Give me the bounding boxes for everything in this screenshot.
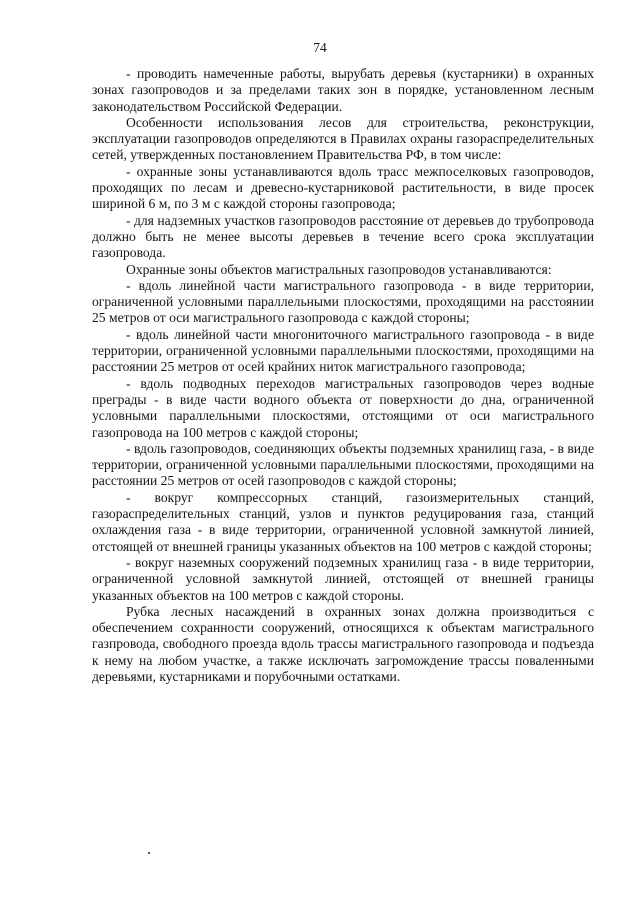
paragraph-work-clearing: - проводить намеченные работы, вырубать деревья (кустарники) в охранных зонах газопроводов и за пределами таких зон в порядке, установленном лесным законодательством Российской Федерации. <box>92 66 594 114</box>
paragraph-storage-surface-facilities: - вокруг наземных сооружений подземных хранилищ газа - в виде территории, ограниченной условной замкнутой линией, отстоящей от внешней границы указанных объектов на 100 метров с каждой стороны. <box>92 554 594 603</box>
paragraph-forest-use-rules: Особенности использования лесов для строительства, реконструкции, эксплуатации газопроводов определяются в Правилах охраны газораспределительных сетей, утвержденных постановлением Правительства РФ, в том числе: <box>92 114 594 163</box>
document-body <box>92 66 594 685</box>
scan-speck <box>148 852 150 854</box>
paragraph-aboveground-sections: - для надземных участков газопроводов расстояние от деревьев до трубопровода должно быть не менее высоты деревьев в течение всего срока эксплуатации газопровода. <box>92 212 594 261</box>
paragraph-underwater-crossings: - вдоль подводных переходов магистральных газопроводов через водные преграды - в виде части водного объекта от поверхности до дна, ограниченной условными параллельными плоскостями, отстоящими от оси магистрального газопровода на 100 метров с каждой стороны; <box>92 375 594 440</box>
page-number: 74 <box>313 40 327 55</box>
paragraph-linear-part: - вдоль линейной части магистрального газопровода - в виде территории, ограниченной условными параллельными плоскостями, проходящими на расстоянии 25 метров от оси магистрального газопровода с каждой стороны; <box>92 277 594 326</box>
paragraph-interstate-pipeline-zones: - охранные зоны устанавливаются вдоль трасс межпоселковых газопроводов, проходящих по лесам и древесно-кустарниковой растительности, в виде просек шириной 6 м, по 3 м с каждой стороны газопровода; <box>92 163 594 212</box>
paragraph-compressor-stations: - вокруг компрессорных станций, газоизмерительных станций, газораспределительных станций, узлов и пунктов редуцирования газа, станций охлаждения газа - в виде территории, ограниченной условной замкнутой линией, отстоящей от внешней границы указанных объектов на 100 метров с каждой стороны; <box>92 489 594 554</box>
paragraph-multithread-linear-part: - вдоль линейной части многониточного магистрального газопровода - в виде территории, ограниченной условными параллельными плоскостями, проходящими на расстоянии 25 метров от осей крайних ниток магистрального газопровода; <box>92 326 594 375</box>
paragraph-main-pipeline-zones-intro: Охранные зоны объектов магистральных газопроводов устанавливаются: <box>126 261 552 277</box>
paragraph-felling-requirements: Рубка лесных насаждений в охранных зонах должна производиться с обеспечением сохранности сооружений, относящихся к объектам магистрального газпровода, свободного проезда вдоль трассы магистрального газопровода и подъезда к нему на любом участке, а также исключать загромождение трассы поваленными деревьями, кустарниками и порубочными остатками. <box>92 603 594 684</box>
paragraph-storage-connecting-pipelines: - вдоль газопроводов, соединяющих объекты подземных хранилищ газа, - в виде территории, ограниченной условными параллельными плоскостями, проходящими на расстоянии 25 метров от осей газопроводов с каждой стороны; <box>92 440 594 489</box>
